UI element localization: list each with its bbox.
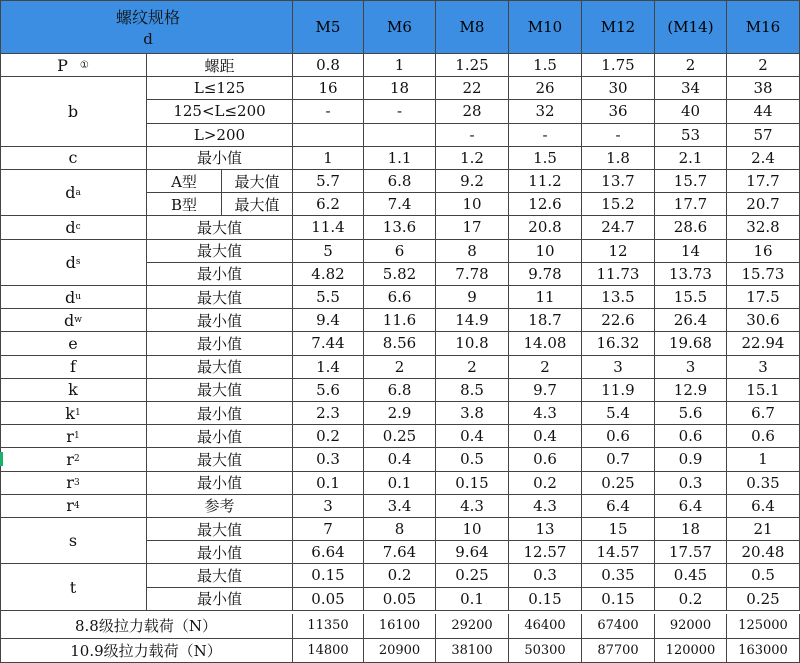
- value-cell: 18.7: [509, 309, 582, 332]
- value-cell: 4.3: [436, 495, 509, 518]
- value-cell: 0.7: [582, 448, 655, 471]
- value-cell: 1.25: [436, 54, 509, 77]
- limit-label: 最小值: [147, 147, 293, 170]
- symbol-cell: [0, 425, 147, 448]
- limit-label: L≤125: [147, 77, 293, 100]
- value-cell: 1.4: [293, 356, 364, 379]
- limit-label: 最大值: [222, 170, 293, 193]
- load-value: 125000: [727, 614, 800, 639]
- value-cell: -: [293, 100, 364, 123]
- value-cell: 8: [436, 240, 509, 263]
- value-cell: 3: [582, 356, 655, 379]
- size-header: M6: [364, 0, 436, 54]
- value-cell: 2: [509, 356, 582, 379]
- thread-spec-title: 螺纹规格: [115, 8, 180, 27]
- value-cell: 9.7: [509, 379, 582, 402]
- value-cell: 11.2: [509, 170, 582, 193]
- value-cell: 9.78: [509, 263, 582, 286]
- symbol-cell: [0, 448, 147, 471]
- value-cell: 57: [727, 124, 800, 147]
- value-cell: 0.5: [727, 564, 800, 587]
- limit-label: 最大值: [147, 240, 293, 263]
- load-value: 50300: [509, 639, 582, 663]
- value-cell: 7.64: [364, 541, 436, 564]
- value-cell: 3.8: [436, 402, 509, 425]
- limit-label: 最小值: [147, 263, 293, 286]
- value-cell: 11.9: [582, 379, 655, 402]
- symbol-letter: r: [66, 496, 74, 516]
- value-cell: 0.3: [509, 564, 582, 587]
- symbol-cell: [0, 402, 147, 425]
- value-cell: 4.3: [509, 495, 582, 518]
- type-cell: B型: [147, 193, 222, 216]
- value-cell: 1.75: [582, 54, 655, 77]
- load-value: 29200: [436, 614, 509, 639]
- value-cell: 0.25: [582, 472, 655, 495]
- value-cell: 38: [727, 77, 800, 100]
- load-value: 67400: [582, 614, 655, 639]
- value-cell: 0.1: [364, 472, 436, 495]
- value-cell: 6.64: [293, 541, 364, 564]
- symbol-letter: k: [68, 380, 78, 400]
- limit-label: 最大值: [147, 448, 293, 471]
- value-cell: 0.9: [655, 448, 727, 471]
- symbol-subscript: 1: [73, 431, 80, 442]
- value-cell: 6.6: [364, 286, 436, 309]
- value-cell: 0.2: [509, 472, 582, 495]
- value-cell: 0.25: [436, 564, 509, 587]
- value-cell: 16.32: [582, 332, 655, 355]
- load-value: 92000: [655, 614, 727, 639]
- value-cell: 2.4: [727, 147, 800, 170]
- limit-label: 最小值: [147, 425, 293, 448]
- value-cell: 2.1: [655, 147, 727, 170]
- value-cell: 0.3: [655, 472, 727, 495]
- value-cell: 11: [509, 286, 582, 309]
- symbol-letter: r: [66, 449, 74, 469]
- symbol-letter: k: [65, 403, 75, 423]
- value-cell: 9.64: [436, 541, 509, 564]
- limit-label: 最小值: [147, 332, 293, 355]
- value-cell: 15.5: [655, 286, 727, 309]
- symbol-letter: r: [66, 426, 74, 446]
- value-cell: 1.5: [509, 147, 582, 170]
- value-cell: 0.2: [293, 425, 364, 448]
- value-cell: 0.1: [436, 588, 509, 611]
- value-cell: 0.15: [436, 472, 509, 495]
- value-cell: 13.5: [582, 286, 655, 309]
- value-cell: 0.35: [727, 472, 800, 495]
- value-cell: 1.8: [582, 147, 655, 170]
- load-value: 38100: [436, 639, 509, 663]
- size-header: M12: [582, 0, 655, 54]
- value-cell: 6.4: [655, 495, 727, 518]
- load-value: 16100: [364, 614, 436, 639]
- value-cell: 3: [293, 495, 364, 518]
- value-cell: 0.4: [364, 448, 436, 471]
- header-corner: [0, 0, 293, 54]
- size-header: (M14): [655, 0, 727, 54]
- value-cell: 13.6: [364, 216, 436, 239]
- load-label: 8.8级拉力载荷（N）: [0, 614, 293, 639]
- symbol-cell: [0, 77, 147, 147]
- value-cell: 1.5: [509, 54, 582, 77]
- value-cell: 36: [582, 100, 655, 123]
- value-cell: 9.4: [293, 309, 364, 332]
- value-cell: 2.9: [364, 402, 436, 425]
- load-value: 163000: [727, 639, 800, 663]
- value-cell: 0.35: [582, 564, 655, 587]
- limit-label: 参考: [147, 495, 293, 518]
- value-cell: 15.73: [727, 263, 800, 286]
- value-cell: 0.5: [436, 448, 509, 471]
- value-cell: 15.1: [727, 379, 800, 402]
- value-cell: 2: [436, 356, 509, 379]
- value-cell: 12.57: [509, 541, 582, 564]
- limit-label: 最大值: [147, 286, 293, 309]
- limit-label: 最大值: [147, 518, 293, 541]
- value-cell: 2.3: [293, 402, 364, 425]
- value-cell: 0.8: [293, 54, 364, 77]
- value-cell: 16: [293, 77, 364, 100]
- header-row: [0, 0, 800, 54]
- symbol-letter: d: [64, 310, 75, 330]
- limit-label: 最大值: [147, 356, 293, 379]
- value-cell: 18: [364, 77, 436, 100]
- value-cell: -: [364, 100, 436, 123]
- value-cell: 12: [582, 240, 655, 263]
- symbol-letter: s: [68, 531, 78, 551]
- symbol-cell: [0, 332, 147, 355]
- symbol-subscript: s: [75, 257, 81, 268]
- symbol-letter: d: [65, 252, 76, 272]
- value-cell: 34: [655, 77, 727, 100]
- value-cell: 14: [655, 240, 727, 263]
- value-cell: 7.4: [364, 193, 436, 216]
- symbol-cell: [0, 240, 147, 286]
- value-cell: 0.3: [293, 448, 364, 471]
- value-cell: 13.73: [655, 263, 727, 286]
- symbol-letter: c: [68, 148, 78, 168]
- size-header: M10: [509, 0, 582, 54]
- value-cell: 14.08: [509, 332, 582, 355]
- value-cell: 17.7: [655, 193, 727, 216]
- value-cell: 13: [509, 518, 582, 541]
- value-cell: 0.05: [293, 588, 364, 611]
- value-cell: 15: [582, 518, 655, 541]
- symbol-cell: [0, 379, 147, 402]
- value-cell: 28.6: [655, 216, 727, 239]
- symbol-subscript: u: [75, 292, 82, 303]
- value-cell: 1: [727, 448, 800, 471]
- symbol-cell: [0, 309, 147, 332]
- value-cell: 20.8: [509, 216, 582, 239]
- value-cell: 16: [727, 240, 800, 263]
- symbol-letter: b: [67, 101, 79, 121]
- value-cell: 0.15: [582, 588, 655, 611]
- value-cell: 14.9: [436, 309, 509, 332]
- value-cell: 19.68: [655, 332, 727, 355]
- value-cell: 17.5: [727, 286, 800, 309]
- value-cell: 12.9: [655, 379, 727, 402]
- value-cell: 6.8: [364, 379, 436, 402]
- value-cell: 8: [364, 518, 436, 541]
- value-cell: 0.6: [582, 425, 655, 448]
- value-cell: 7.78: [436, 263, 509, 286]
- value-cell: -: [509, 124, 582, 147]
- value-cell: 10: [436, 193, 509, 216]
- symbol-subscript: w: [74, 315, 82, 326]
- symbol-cell: [0, 216, 147, 239]
- symbol-letter: f: [70, 357, 76, 377]
- value-cell: 8.56: [364, 332, 436, 355]
- size-header: M16: [727, 0, 800, 54]
- value-cell: 22.94: [727, 332, 800, 355]
- limit-label: 125<L≤200: [147, 100, 293, 123]
- value-cell: 28: [436, 100, 509, 123]
- value-cell: 10: [509, 240, 582, 263]
- limit-label: 螺距: [147, 54, 293, 77]
- value-cell: 0.6: [655, 425, 727, 448]
- load-value: 14800: [293, 639, 364, 663]
- value-cell: 0.15: [293, 564, 364, 587]
- value-cell: 0.6: [727, 425, 800, 448]
- symbol-cell: [0, 518, 147, 564]
- value-cell: 5: [293, 240, 364, 263]
- value-cell: [364, 124, 436, 147]
- value-cell: 6: [364, 240, 436, 263]
- value-cell: 22: [436, 77, 509, 100]
- limit-label: 最大值: [147, 564, 293, 587]
- size-header: M8: [436, 0, 509, 54]
- value-cell: 0.2: [655, 588, 727, 611]
- value-cell: 0.1: [293, 472, 364, 495]
- limit-label: 最小值: [147, 309, 293, 332]
- value-cell: 17.7: [727, 170, 800, 193]
- limit-label: 最小值: [147, 541, 293, 564]
- symbol-subscript: 1: [74, 408, 81, 419]
- value-cell: 17.57: [655, 541, 727, 564]
- value-cell: 1: [293, 147, 364, 170]
- symbol-letter: d: [65, 217, 76, 237]
- value-cell: 11.73: [582, 263, 655, 286]
- value-cell: 6.2: [293, 193, 364, 216]
- value-cell: 3: [727, 356, 800, 379]
- symbol-cell: [0, 564, 147, 610]
- value-cell: 30: [582, 77, 655, 100]
- value-cell: 11.6: [364, 309, 436, 332]
- value-cell: 18: [655, 518, 727, 541]
- value-cell: 5.6: [293, 379, 364, 402]
- value-cell: 1.2: [436, 147, 509, 170]
- symbol-subscript: 2: [73, 454, 80, 465]
- value-cell: 14.57: [582, 541, 655, 564]
- value-cell: 2: [364, 356, 436, 379]
- load-label: 10.9级拉力载荷（N）: [0, 639, 293, 663]
- limit-label: 最大值: [147, 216, 293, 239]
- symbol-subscript: 3: [73, 477, 80, 488]
- symbol-letter: r: [66, 473, 74, 493]
- value-cell: -: [582, 124, 655, 147]
- limit-label: 最大值: [147, 379, 293, 402]
- value-cell: 7: [293, 518, 364, 541]
- thread-spec-symbol: d: [143, 30, 153, 48]
- value-cell: 2: [727, 54, 800, 77]
- value-cell: 2: [655, 54, 727, 77]
- symbol-letter: P: [57, 55, 68, 75]
- footnote-marker: ①: [79, 59, 89, 71]
- value-cell: 5.4: [582, 402, 655, 425]
- value-cell: 24.7: [582, 216, 655, 239]
- value-cell: 0.25: [727, 588, 800, 611]
- limit-label: 最小值: [147, 588, 293, 611]
- value-cell: 30.6: [727, 309, 800, 332]
- row-marker: [0, 452, 3, 466]
- value-cell: [293, 124, 364, 147]
- value-cell: 0.45: [655, 564, 727, 587]
- symbol-cell: [0, 356, 147, 379]
- symbol-letter: d: [64, 287, 76, 307]
- value-cell: 10.8: [436, 332, 509, 355]
- value-cell: 10: [436, 518, 509, 541]
- value-cell: 8.5: [436, 379, 509, 402]
- load-value: 11350: [293, 614, 364, 639]
- load-value: 87700: [582, 639, 655, 663]
- value-cell: 11.4: [293, 216, 364, 239]
- symbol-subscript: 4: [73, 500, 80, 511]
- value-cell: 6.8: [364, 170, 436, 193]
- type-cell: A型: [147, 170, 222, 193]
- limit-label: 最小值: [147, 472, 293, 495]
- symbol-cell: [0, 54, 147, 77]
- symbol-letter: e: [68, 333, 78, 353]
- value-cell: 3: [655, 356, 727, 379]
- value-cell: 1: [364, 54, 436, 77]
- value-cell: 22.6: [582, 309, 655, 332]
- value-cell: 6.7: [727, 402, 800, 425]
- value-cell: 5.6: [655, 402, 727, 425]
- value-cell: 9.2: [436, 170, 509, 193]
- symbol-cell: [0, 495, 147, 518]
- load-value: 20900: [364, 639, 436, 663]
- value-cell: 1.1: [364, 147, 436, 170]
- value-cell: 12.6: [509, 193, 582, 216]
- limit-label: L>200: [147, 124, 293, 147]
- value-cell: 9: [436, 286, 509, 309]
- symbol-letter: t: [69, 577, 77, 597]
- symbol-cell: [0, 170, 147, 216]
- value-cell: 6.4: [727, 495, 800, 518]
- symbol-subscript: a: [75, 187, 81, 198]
- value-cell: 0.4: [509, 425, 582, 448]
- value-cell: 5.5: [293, 286, 364, 309]
- value-cell: 20.48: [727, 541, 800, 564]
- value-cell: 5.82: [364, 263, 436, 286]
- value-cell: 0.25: [364, 425, 436, 448]
- value-cell: 17: [436, 216, 509, 239]
- value-cell: 6.4: [582, 495, 655, 518]
- symbol-cell: [0, 147, 147, 170]
- value-cell: 4.3: [509, 402, 582, 425]
- value-cell: 26.4: [655, 309, 727, 332]
- limit-label: 最小值: [147, 402, 293, 425]
- value-cell: 3.4: [364, 495, 436, 518]
- value-cell: 5.7: [293, 170, 364, 193]
- value-cell: 32.8: [727, 216, 800, 239]
- value-cell: 0.05: [364, 588, 436, 611]
- value-cell: 21: [727, 518, 800, 541]
- value-cell: 44: [727, 100, 800, 123]
- value-cell: 4.82: [293, 263, 364, 286]
- value-cell: 0.15: [509, 588, 582, 611]
- value-cell: -: [436, 124, 509, 147]
- symbol-subscript: c: [75, 222, 81, 233]
- value-cell: 0.2: [364, 564, 436, 587]
- load-value: 46400: [509, 614, 582, 639]
- symbol-letter: d: [65, 183, 76, 203]
- value-cell: 7.44: [293, 332, 364, 355]
- value-cell: 0.4: [436, 425, 509, 448]
- value-cell: 26: [509, 77, 582, 100]
- value-cell: 13.7: [582, 170, 655, 193]
- value-cell: 53: [655, 124, 727, 147]
- value-cell: 15.7: [655, 170, 727, 193]
- value-cell: 20.7: [727, 193, 800, 216]
- limit-label: 最大值: [222, 193, 293, 216]
- symbol-cell: [0, 472, 147, 495]
- load-value: 120000: [655, 639, 727, 663]
- symbol-cell: [0, 286, 147, 309]
- size-header: M5: [293, 0, 364, 54]
- value-cell: 32: [509, 100, 582, 123]
- value-cell: 0.6: [509, 448, 582, 471]
- value-cell: 15.2: [582, 193, 655, 216]
- value-cell: 40: [655, 100, 727, 123]
